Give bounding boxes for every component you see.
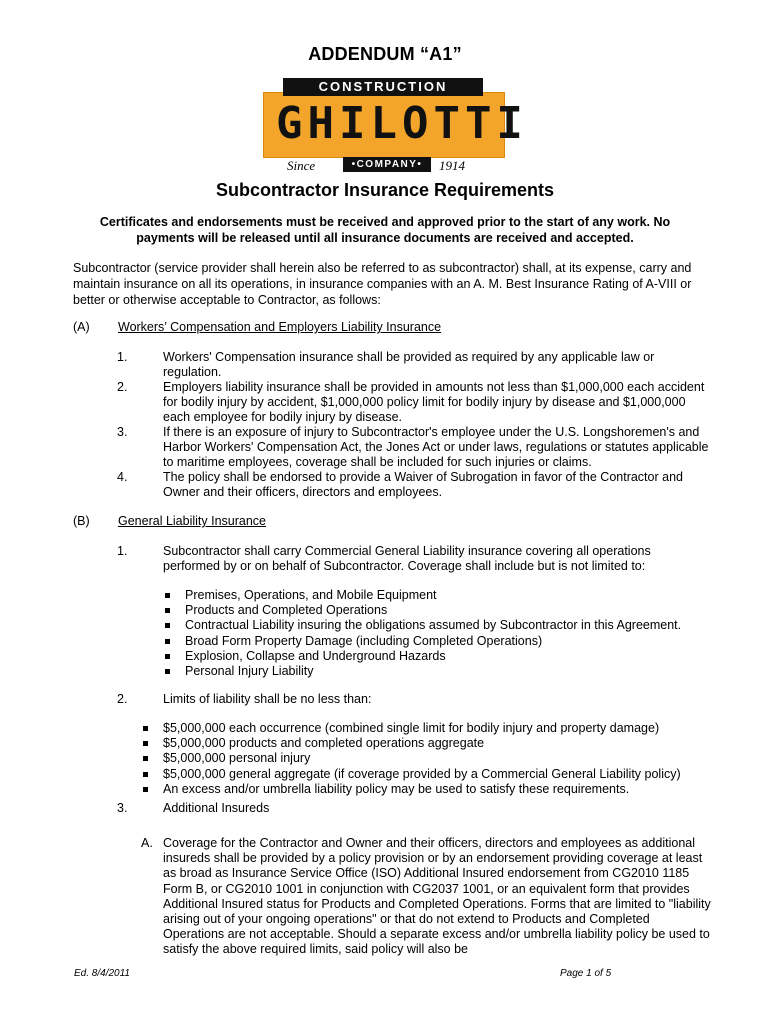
section-a-item-text: If there is an exposure of injury to Subcontractor's employee under the U.S. Longshoremen's and Harbor Workers' Compensation Act, the Jones Act or under laws, regulations or statutes applicable to maritime employees, coverage shall be included for such injuries or claims. [163,425,709,470]
footer-page-number: Page 1 of 5 [560,968,612,979]
list-item: Products and Completed Operations [163,603,723,618]
section-a-letter: (A) [73,320,90,334]
section-b-item-text: Subcontractor shall carry Commercial General Liability insurance covering all operations performed by or on behalf of Subcontractor. Coverage shall include but is not limited to: [163,544,651,574]
page-title: Subcontractor Insurance Requirements [215,180,555,200]
list-item: Premises, Operations, and Mobile Equipment [163,588,723,603]
additional-insureds-sub-letter: A. [141,836,153,850]
section-b-item-text: Additional Insureds [163,801,270,815]
section-a-title: Workers’ Compensation and Employers Liability Insurance [118,320,442,334]
addendum-heading: ADDENDUM “A1” [308,44,462,64]
logo-name: GHILOTTI [276,98,528,149]
footer-edition: Ed. 8/4/2011 [74,968,130,979]
list-item: Personal Injury Liability [163,664,723,679]
section-a-item-text: Workers' Compensation insurance shall be provided as required by any applicable law or regulation. [163,350,655,380]
additional-insureds-paragraph: Coverage for the Contractor and Owner and their officers, directors and employees as additional insureds shall be provided by a policy provision or by an endorsement providing coverage at least as broad as Insurance Service Office (ISO) Additional Insured endorsement from CG2010 1185 Form B, or CG2010 1001 in conjunction with CG2037 1001, or an equivalent form that provides Additional Insured status for Products and Completed Operations. Forms that are limited to "liability arising out of your ongoing operations" or that do not extend to Products and Completed Operations are not acceptable. Should a separate excess and/or umbrella liability policy be used to satisfy the above required limits, said policy will also be [163,836,711,957]
section-b-letter: (B) [73,514,90,528]
section-b-item-number: 1. [117,544,128,558]
list-item: $5,000,000 personal injury [141,751,701,766]
section-a-item-number: 4. [117,470,128,484]
list-item: Broad Form Property Damage (including Completed Operations) [163,634,723,649]
company-logo [263,78,528,176]
section-a-item-number: 2. [117,380,128,394]
notice-text: Certificates and endorsements must be received and approved prior to the start of any work. No payments will be released until all insurance documents are received and accepted. [99,215,671,245]
list-item: $5,000,000 general aggregate (if coverage provided by a Commercial General Liability policy) [141,767,701,782]
section-a-item-text: The policy shall be endorsed to provide a Waiver of Subrogation in favor of the Contractor and Owner and their officers, directors and employees. [163,470,683,500]
section-a-item-number: 3. [117,425,128,439]
section-b-item-text: Limits of liability shall be no less than: [163,692,372,706]
list-item: Explosion, Collapse and Underground Hazards [163,649,723,664]
logo-year: 1914 [439,158,465,173]
list-item: Contractual Liability insuring the obligations assumed by Subcontractor in this Agreement. [163,618,723,633]
logo-company-banner: •COMPANY• [343,157,431,172]
coverage-list [163,588,723,679]
limits-list [141,721,701,797]
section-a-item-number: 1. [117,350,128,364]
logo-box [263,92,528,158]
section-a-item-text: Employers liability insurance shall be provided in amounts not less than $1,000,000 each accident for bodily injury by accident, $1,000,000 policy limit for bodily injury by disease and $1,000,000 each employee for bodily injury by disease. [163,380,705,425]
list-item: $5,000,000 each occurrence (combined single limit for bodily injury and property damage) [141,721,701,736]
list-item: $5,000,000 products and completed operations aggregate [141,736,701,751]
section-b-title: General Liability Insurance [118,514,266,528]
logo-since: Since [287,158,316,173]
logo-construction-banner: CONSTRUCTION [283,78,483,96]
list-item: An excess and/or umbrella liability policy may be used to satisfy these requirements. [141,782,701,797]
section-b-item-number: 2. [117,692,128,706]
intro-paragraph: Subcontractor (service provider shall herein also be referred to as subcontractor) shall, at its expense, carry and maintain insurance on all its operations, in insurance companies with an A. M. Best Insurance Rating of A-VIII or better or otherwise acceptable to Contractor, as follows: [73,261,692,307]
section-b-item-number: 3. [117,801,128,815]
